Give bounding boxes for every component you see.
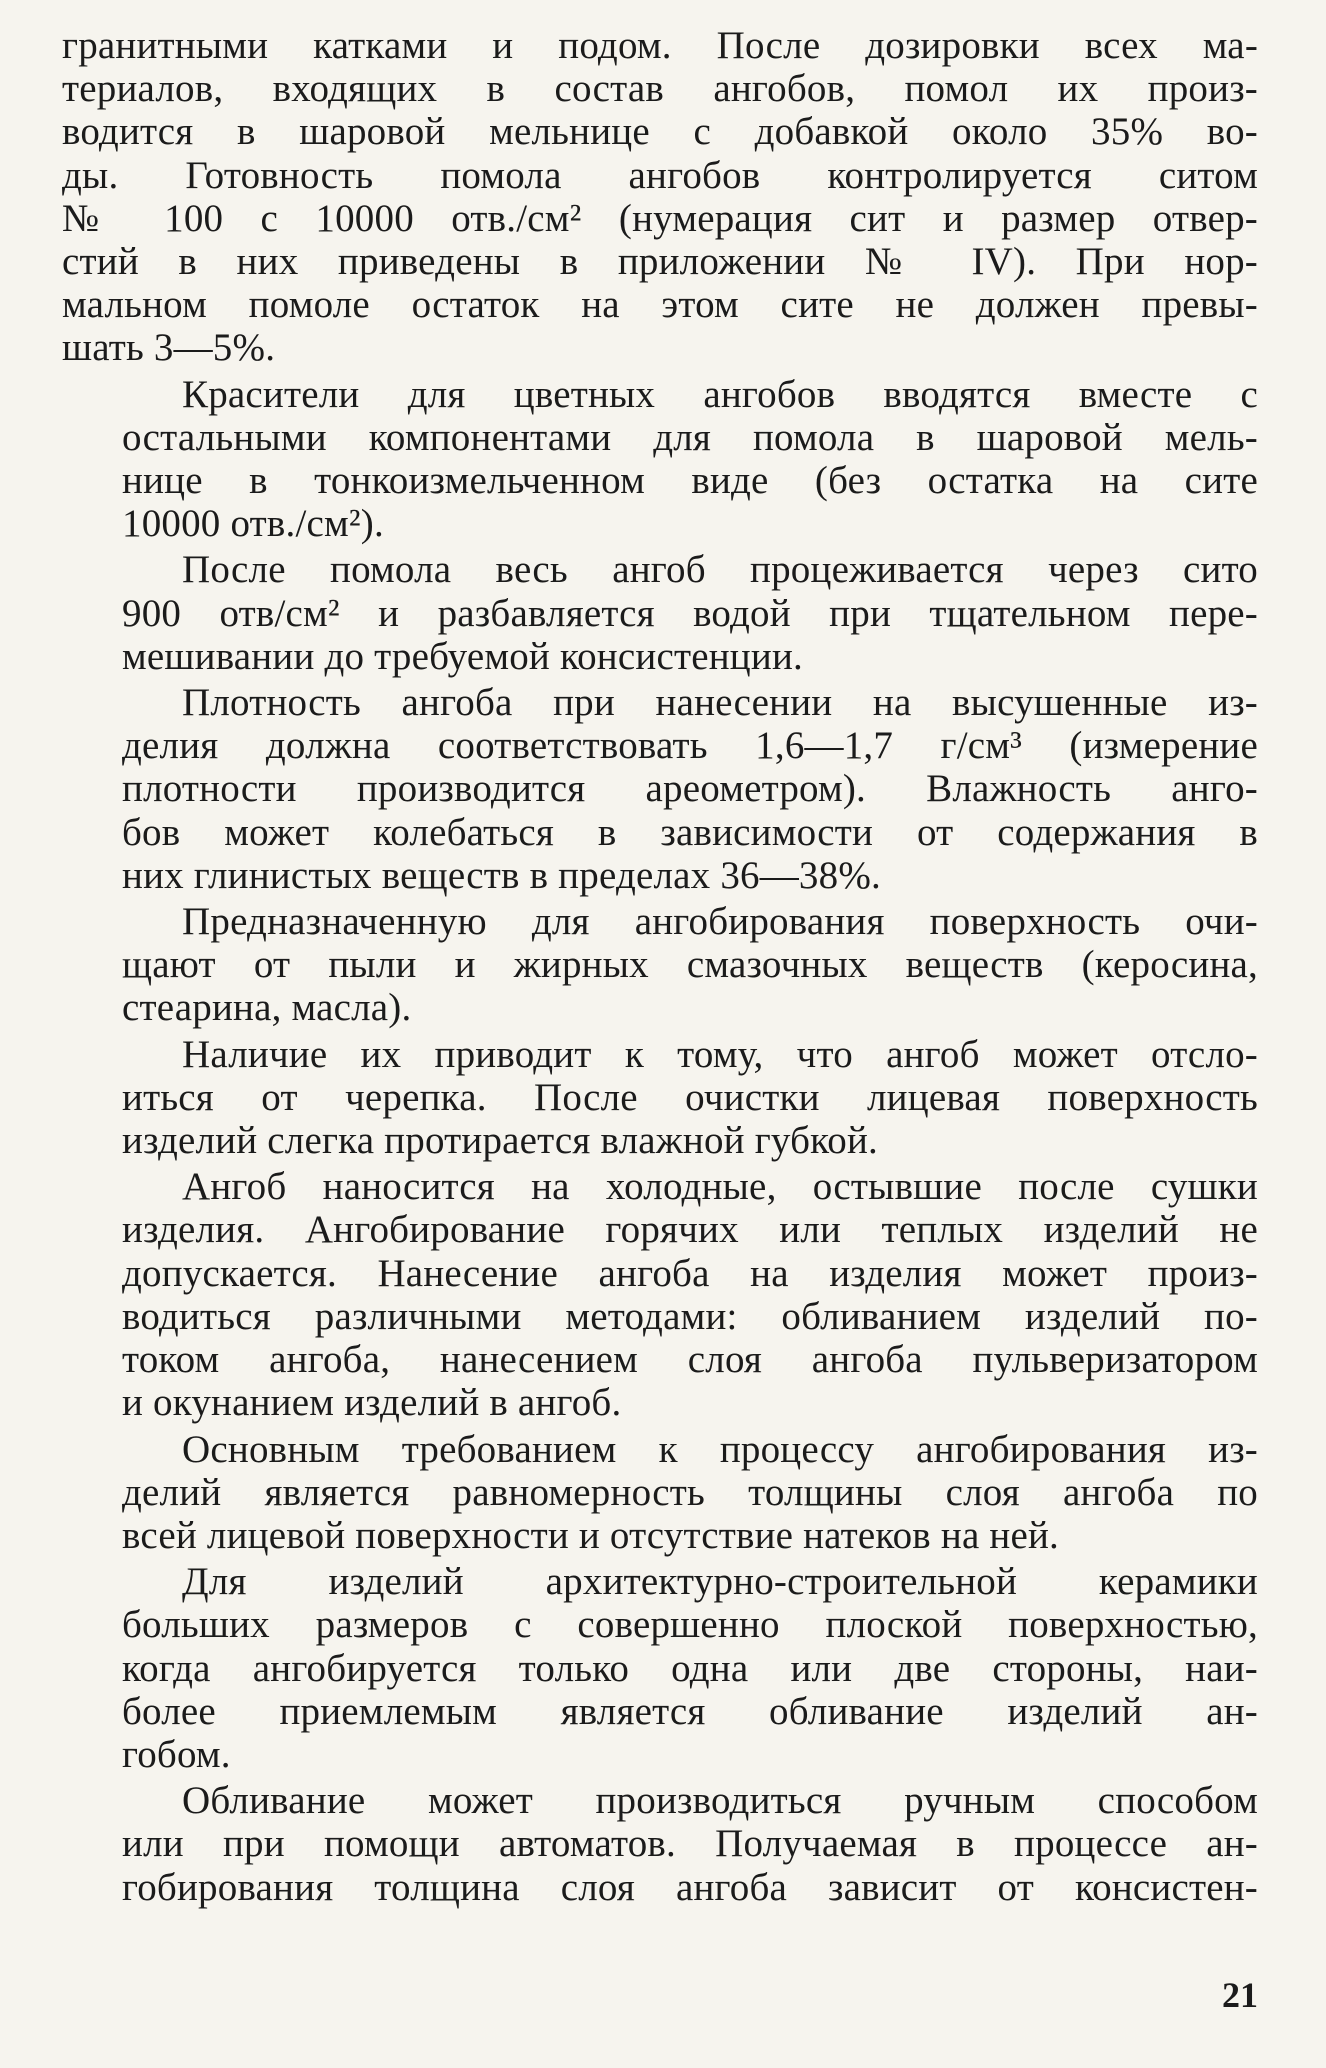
text-line: всей лицевой поверхности и отсутствие натеков на ней. xyxy=(122,1513,1060,1557)
text-line: гранитными катками и подом. После дозировки всех ма- xyxy=(62,24,1258,67)
text-line: Красители для цветных ангобов вводятся вместе с xyxy=(182,372,1258,416)
text-line: Предназначенную для ангобирования поверхность очи- xyxy=(182,900,1258,944)
text-line: Для изделий архитектурно-строительной керамики xyxy=(182,1560,1258,1604)
text-line: делий является равномерность толщины слоя ангоба по xyxy=(122,1470,1258,1514)
text-line: или при помощи автоматов. Получаемая в процессе ан- xyxy=(122,1822,1258,1866)
paragraph-10 xyxy=(62,1779,1258,1909)
text-line: иться от черепка. После очистки лицевая поверхность xyxy=(122,1075,1258,1119)
text-line: 900 отв/см² и разбавляется водой при тщательном пере- xyxy=(122,591,1258,635)
text-line: допускается. Нанесение ангоба на изделия может произ- xyxy=(122,1251,1258,1295)
text-line: После помола весь ангоб процеживается через сито xyxy=(182,548,1258,592)
text-line: них глинистых веществ в пределах 36—38%. xyxy=(122,853,881,897)
text-line: териалов, входящих в состав ангобов, помол их произ- xyxy=(62,67,1258,111)
text-line: плотности производится ареометром). Влажность анго- xyxy=(122,767,1258,811)
text-line: ды. Готовность помола ангобов контролируется ситом xyxy=(62,153,1258,197)
text-line: изделий слегка протирается влажной губкой. xyxy=(122,1119,879,1163)
page-body xyxy=(62,24,1258,1912)
text-line: больших размеров с совершенно плоской поверхностью, xyxy=(122,1603,1258,1647)
text-line: бов может колебаться в зависимости от содержания в xyxy=(122,810,1258,854)
text-line: Обливание может производиться ручным способом xyxy=(182,1779,1258,1823)
text-line: 10000 отв./см²). xyxy=(122,502,384,546)
paragraph-6 xyxy=(62,1033,1258,1163)
text-line: гобирования толщина слоя ангоба зависит от консистен- xyxy=(122,1865,1258,1909)
text-line: щают от пыли и жирных смазочных веществ (керосина, xyxy=(122,943,1258,987)
text-line: стеарина, масла). xyxy=(122,986,412,1030)
text-line: током ангоба, нанесением слоя ангоба пульверизатором xyxy=(122,1338,1258,1382)
text-line: водится в шаровой мельнице с добавкой около 35% во- xyxy=(62,110,1258,154)
text-line: Основным требованием к процессу ангобирования из- xyxy=(182,1427,1258,1471)
text-line: Ангоб наносится на холодные, остывшие после сушки xyxy=(182,1165,1258,1209)
text-line: водиться различными методами: обливанием изделий по- xyxy=(122,1294,1258,1338)
paragraph-4 xyxy=(62,681,1258,897)
text-line: делия должна соответствовать 1,6—1,7 г/см³ (измерение xyxy=(122,724,1258,768)
paragraph-7 xyxy=(62,1165,1258,1424)
text-line: Плотность ангоба при нанесении на высушенные из- xyxy=(182,681,1258,725)
text-line: стий в них приведены в приложении № IV). При нор- xyxy=(62,240,1258,284)
text-line: Наличие их приводит к тому, что ангоб может отсло- xyxy=(182,1032,1258,1076)
text-line: мальном помоле остаток на этом сите не должен превы- xyxy=(62,283,1258,327)
paragraph-5 xyxy=(62,900,1258,1030)
paragraph-3 xyxy=(62,548,1258,678)
paragraph-8 xyxy=(62,1428,1258,1558)
paragraph-1 xyxy=(62,24,1258,370)
text-line: гобом. xyxy=(122,1732,231,1776)
text-line: и окунанием изделий в ангоб. xyxy=(122,1381,622,1425)
text-line: № 100 с 10000 отв./см² (нумерация сит и размер отвер- xyxy=(62,196,1258,240)
text-line: когда ангобируется только одна или две стороны, наи- xyxy=(122,1646,1258,1690)
paragraph-2 xyxy=(62,373,1258,546)
text-line: остальными компонентами для помола в шаровой мель- xyxy=(122,415,1258,459)
text-line: изделия. Ангобирование горячих или теплых изделий не xyxy=(122,1208,1258,1252)
text-line: нице в тонкоизмельченном виде (без остатка на сите xyxy=(122,459,1258,503)
text-line: более приемлемым является обливание изделий ан- xyxy=(122,1689,1258,1733)
text-line: шать 3—5%. xyxy=(62,326,276,370)
text-line: мешивании до требуемой консистенции. xyxy=(122,634,803,678)
page-number: 21 xyxy=(1222,1975,1258,2015)
paragraph-9 xyxy=(62,1560,1258,1776)
